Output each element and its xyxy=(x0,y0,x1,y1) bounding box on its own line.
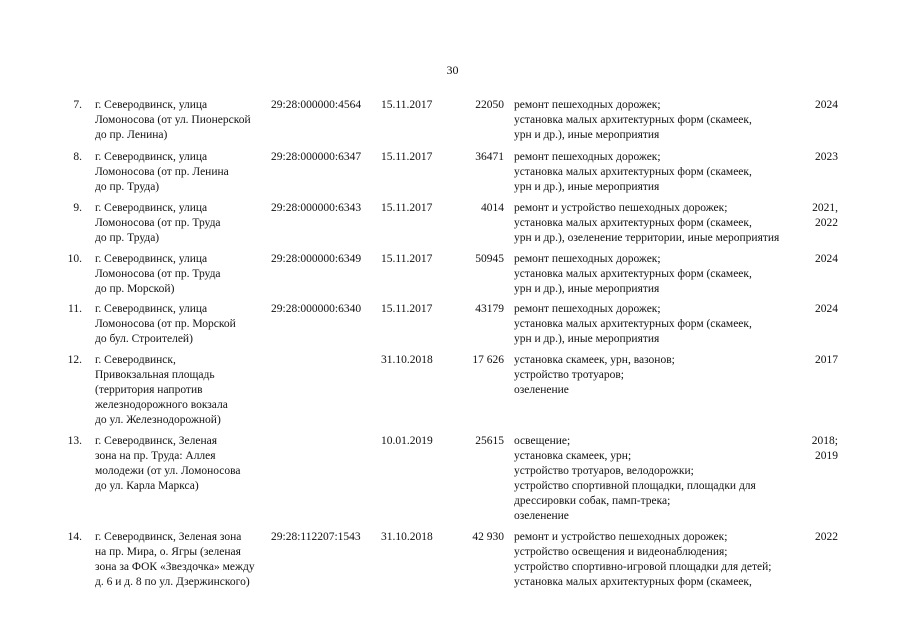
address-cell: г. Северодвинск, улица Ломоносова (от пр. Труда до пр. Морской) xyxy=(95,253,221,295)
year-cell: 2024 xyxy=(815,303,838,315)
year-cell: 2023 xyxy=(815,151,838,163)
date-cell: 15.11.2017 xyxy=(381,151,433,163)
row-number: 13. xyxy=(67,435,82,447)
year-cell: 2017 xyxy=(815,354,838,366)
works-cell: освещение; установка скамеек, урн; устройство тротуаров, велодорожки; устройство спортивной площадки, площадки для дрессировки собак, памп-трека; озеленение xyxy=(514,435,756,522)
area-cell: 4014 xyxy=(481,202,504,214)
date-cell: 15.11.2017 xyxy=(381,202,433,214)
cadastral-number-cell: 29:28:112207:1543 xyxy=(271,531,361,543)
area-cell: 17 626 xyxy=(472,354,504,366)
date-cell: 31.10.2018 xyxy=(381,354,433,366)
works-cell: установка скамеек, урн, вазонов; устройство тротуаров; озеленение xyxy=(514,354,675,396)
address-cell: г. Северодвинск, улица Ломоносова (от пр. Труда до пр. Труда) xyxy=(95,202,221,244)
works-cell: ремонт пешеходных дорожек; установка малых архитектурных форм (скамеек, урн и др.), иные мероприятия xyxy=(514,151,752,193)
address-cell: г. Северодвинск, Зеленая зона на пр. Труда: Аллея молодежи (от ул. Ломоносова до ул. Карла Маркса) xyxy=(95,435,241,492)
year-cell: 2018; 2019 xyxy=(811,435,838,462)
row-number: 10. xyxy=(67,253,82,265)
page-number: 30 xyxy=(446,63,459,77)
date-cell: 15.11.2017 xyxy=(381,253,433,265)
works-cell: ремонт пешеходных дорожек; установка малых архитектурных форм (скамеек, урн и др.), иные мероприятия xyxy=(514,253,752,295)
date-cell: 15.11.2017 xyxy=(381,303,433,315)
cadastral-number-cell: 29:28:000000:6343 xyxy=(271,202,362,214)
year-cell: 2024 xyxy=(815,253,838,265)
date-cell: 10.01.2019 xyxy=(381,435,433,447)
year-cell: 2021, 2022 xyxy=(812,202,838,229)
cadastral-number-cell: 29:28:000000:4564 xyxy=(271,99,362,111)
cadastral-number-cell: 29:28:000000:6349 xyxy=(271,253,362,265)
year-cell: 2022 xyxy=(815,531,838,543)
address-cell: г. Северодвинск, улица Ломоносова (от ул. Пионерской до пр. Ленина) xyxy=(95,99,251,141)
works-cell: ремонт и устройство пешеходных дорожек; устройство освещения и видеонаблюдения; устройство спортивно-игровой площадки для детей; установка малых архитектурных форм (скамеек, xyxy=(514,531,772,588)
address-cell: г. Северодвинск, Привокзальная площадь (территория напротив железнодорожного вокзала до ул. Железнодорожной) xyxy=(95,354,228,426)
area-cell: 50945 xyxy=(475,253,504,265)
row-number: 12. xyxy=(67,354,82,366)
row-number: 11. xyxy=(68,303,82,315)
area-cell: 25615 xyxy=(475,435,504,447)
cadastral-number-cell: 29:28:000000:6347 xyxy=(271,151,362,163)
date-cell: 31.10.2018 xyxy=(381,531,433,543)
row-number: 9. xyxy=(73,202,82,214)
row-number: 14. xyxy=(67,531,82,543)
year-cell: 2024 xyxy=(815,99,838,111)
area-cell: 36471 xyxy=(475,151,504,163)
works-cell: ремонт и устройство пешеходных дорожек; установка малых архитектурных форм (скамеек, урн и др.), озеленение территории, иные мероприятия xyxy=(514,202,780,244)
date-cell: 15.11.2017 xyxy=(381,99,433,111)
row-number: 8. xyxy=(73,151,82,163)
area-cell: 22050 xyxy=(475,99,504,111)
works-cell: ремонт пешеходных дорожек; установка малых архитектурных форм (скамеек, урн и др.), иные мероприятия xyxy=(514,303,752,345)
address-cell: г. Северодвинск, Зеленая зона на пр. Мира, о. Ягры (зеленая зона за ФОК «Звездочка» между д. 6 и д. 8 по ул. Дзержинского) xyxy=(95,531,255,588)
address-cell: г. Северодвинск, улица Ломоносова (от пр. Ленина до пр. Труда) xyxy=(95,151,229,193)
row-number: 7. xyxy=(73,99,82,111)
area-cell: 43179 xyxy=(475,303,504,315)
area-cell: 42 930 xyxy=(472,531,504,543)
address-cell: г. Северодвинск, улица Ломоносова (от пр. Морской до бул. Строителей) xyxy=(95,303,236,345)
cadastral-number-cell: 29:28:000000:6340 xyxy=(271,303,362,315)
works-cell: ремонт пешеходных дорожек; установка малых архитектурных форм (скамеек, урн и др.), иные мероприятия xyxy=(514,99,752,141)
